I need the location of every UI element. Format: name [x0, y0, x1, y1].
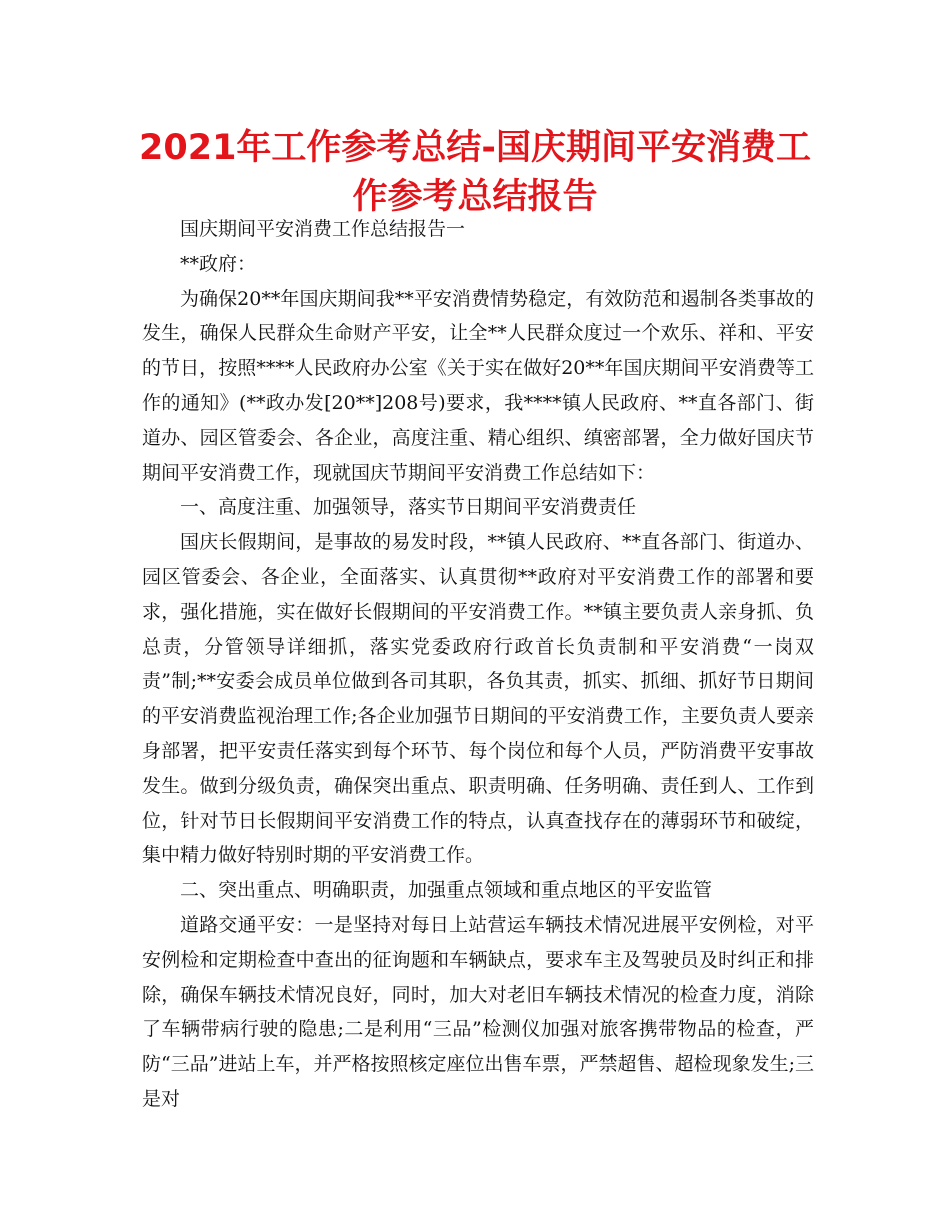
- body-paragraph: 道路交通平安：一是坚持对每日上站营运车辆技术情况进展平安例检，对平安例检和定期检查中查出的征询题和车辆缺点，要求车主及驾驶员及时纠正和排除，确保车辆技术情况良好，同时，加大对老旧车辆技术情况的检查力度，消除了车辆带病行驶的隐患;二是利用“三品”检测仪加强对旅客携带物品的检查，严防“三品”进站上车，并严格按照核定座位出售车票，严禁超售、超检现象发生;三是对: [142, 913, 814, 1110]
- document-title: 2021年工作参考总结-国庆期间平安消费工作参考总结报告: [139, 128, 811, 217]
- document-body: [142, 212, 814, 1117]
- section-heading: 二、突出重点、明确职责，加强重点领域和重点地区的平安监管: [180, 879, 713, 902]
- salutation: **政府：: [180, 252, 257, 275]
- body-paragraph: 国庆长假期间，是事故的易发时段，**镇人民政府、**直各部门、街道办、园区管委会、各企业，全面落实、认真贯彻**政府对平安消费工作的部署和要求，强化措施，实在做好长假期间的平安消费工作。**镇主要负责人亲身抓、负总责，分管领导详细抓，落实党委政府行政首长负责制和平安消费“一岗双责”制;**安委会成员单位做到各司其职，各负其责，抓实、抓细、抓好节日期间的平安消费监视治理工作;各企业加强节日期间的平安消费工作，主要负责人要亲身部署，把平安责任落实到每个环节、每个岗位和每个人员，严防消费平安事故发生。做到分级负责，确保突出重点、职责明确、任务明确、责任到人、工作到位，针对节日长假期间平安消费工作的特点，认真查找存在的薄弱环节和破绽，集中精力做好特别时期的平安消费工作。: [142, 531, 814, 867]
- section-heading-report-one: 国庆期间平安消费工作总结报告一: [180, 218, 466, 240]
- body-paragraph: 为确保20**年国庆期间我**平安消费情势稳定，有效防范和遏制各类事故的发生，确保人民群众生命财产平安，让全**人民群众度过一个欢乐、祥和、平安的节日，按照****人民政府办公室《关于实在做好20**年国庆期间平安消费等工作的通知》(**政办发[20**]208号)要求，我****镇人民政府、**直各部门、街道办、园区管委会、各企业，高度注重、精心组织、缜密部署，全力做好国庆节期间平安消费工作，现就国庆节期间平安消费工作总结如下：: [142, 287, 814, 484]
- section-heading: 一、高度注重、加强领导，落实节日期间平安消费责任: [180, 496, 637, 519]
